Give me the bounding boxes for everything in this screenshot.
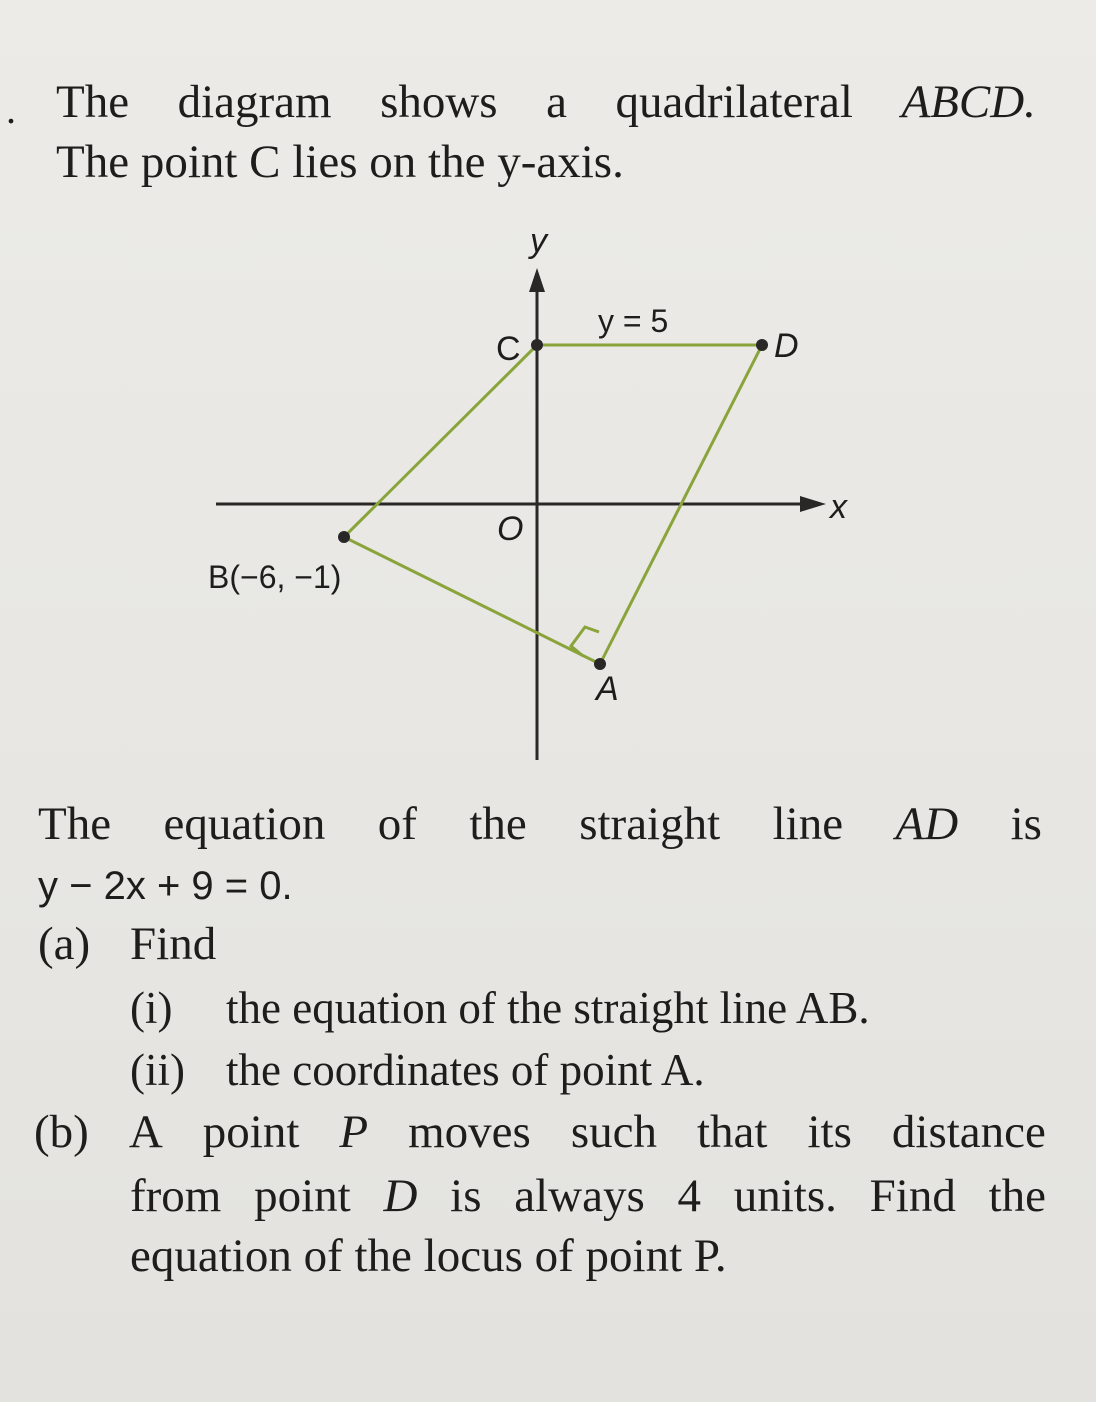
word: the bbox=[469, 798, 527, 850]
part-b-line-3: equation of the locus of point P. bbox=[130, 1230, 727, 1282]
word: distance bbox=[891, 1106, 1046, 1158]
word: ABCD. bbox=[901, 76, 1036, 128]
word: that bbox=[696, 1106, 768, 1158]
part-b-line-1 bbox=[34, 1102, 1046, 1162]
word: point bbox=[254, 1170, 351, 1222]
word: straight bbox=[579, 798, 721, 850]
x-axis-label: x bbox=[830, 488, 847, 526]
word: The bbox=[38, 798, 112, 850]
point-a bbox=[594, 658, 606, 670]
part-a bbox=[38, 914, 216, 974]
word: point bbox=[202, 1106, 300, 1158]
point-d bbox=[756, 339, 768, 351]
part-a-ii-text: the coordinates of point A. bbox=[226, 1045, 705, 1095]
point-d-label: D bbox=[774, 327, 799, 365]
point-c bbox=[531, 339, 543, 351]
part-b-line-2 bbox=[130, 1166, 1046, 1226]
part-a-i-label: (i) bbox=[130, 983, 173, 1033]
part-a-ii bbox=[130, 1040, 705, 1100]
x-axis-arrow bbox=[800, 496, 826, 512]
part-a-ii-label: (ii) bbox=[130, 1045, 185, 1095]
word: such bbox=[570, 1106, 657, 1158]
word: is bbox=[1010, 798, 1042, 850]
word: shows bbox=[380, 76, 498, 128]
word: Find bbox=[869, 1170, 956, 1222]
word: AD bbox=[895, 798, 959, 850]
word: line bbox=[772, 798, 844, 850]
line-y5-label: y = 5 bbox=[598, 303, 669, 339]
part-a-text: Find bbox=[130, 918, 217, 970]
y-axis-arrow bbox=[529, 268, 545, 292]
word: from bbox=[130, 1170, 222, 1222]
point-b-label: B(−6, −1) bbox=[208, 559, 342, 595]
word: a bbox=[546, 76, 567, 128]
part-b-label: (b) bbox=[34, 1106, 89, 1158]
side-bc bbox=[344, 345, 537, 537]
intro-line-2: The point C lies on the y-axis. bbox=[56, 136, 624, 188]
equation-ad: y − 2x + 9 = 0. bbox=[38, 864, 293, 908]
point-c-label: C bbox=[496, 330, 521, 368]
word: units. bbox=[733, 1170, 837, 1222]
origin-label: O bbox=[497, 510, 524, 548]
word: equation bbox=[163, 798, 326, 850]
word: D bbox=[383, 1170, 418, 1222]
word: A bbox=[128, 1106, 163, 1158]
word: quadrilateral bbox=[615, 76, 853, 128]
point-a-label: A bbox=[596, 670, 619, 708]
word: always bbox=[514, 1170, 645, 1222]
word: 4 bbox=[677, 1170, 701, 1222]
word: its bbox=[807, 1106, 852, 1158]
word: The bbox=[56, 76, 130, 128]
word: P bbox=[339, 1106, 369, 1158]
word: diagram bbox=[177, 76, 332, 128]
side-ab bbox=[344, 537, 600, 664]
part-a-i-text: the equation of the straight line AB. bbox=[226, 983, 870, 1033]
word: of bbox=[377, 798, 417, 850]
equation-line-1 bbox=[38, 794, 1042, 854]
word: moves bbox=[408, 1106, 531, 1158]
point-b bbox=[338, 531, 350, 543]
question-bullet: . bbox=[6, 87, 16, 132]
word: is bbox=[450, 1170, 482, 1222]
part-a-i bbox=[130, 978, 870, 1038]
word: the bbox=[988, 1170, 1046, 1222]
y-axis-label: y bbox=[530, 222, 547, 260]
part-a-label: (a) bbox=[38, 918, 91, 970]
